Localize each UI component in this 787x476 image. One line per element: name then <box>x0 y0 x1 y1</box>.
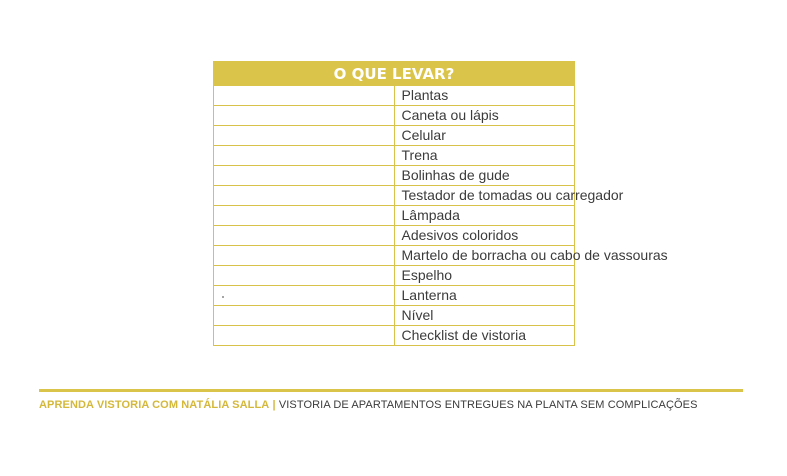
checklist-item-label: Nível <box>394 306 575 326</box>
checklist-item-label: Lanterna <box>394 286 575 306</box>
checklist-row <box>214 186 575 206</box>
checklist-item-label: Testador de tomadas ou carregador <box>394 186 575 206</box>
checkbox-cell[interactable] <box>214 126 395 146</box>
checkbox-cell[interactable] <box>214 286 395 306</box>
checklist-item-label: Lâmpada <box>394 206 575 226</box>
checklist-item-label: Bolinhas de gude <box>394 166 575 186</box>
checklist-row <box>214 86 575 106</box>
checklist-row <box>214 306 575 326</box>
checklist-row <box>214 286 575 306</box>
checklist-row <box>214 326 575 346</box>
checklist-title: O QUE LEVAR? <box>214 62 575 86</box>
checkbox-cell[interactable] <box>214 246 395 266</box>
footer-brand: APRENDA VISTORIA COM NATÁLIA SALLA <box>39 399 270 411</box>
footer-divider <box>39 389 743 392</box>
checklist-item-label: Espelho <box>394 266 575 286</box>
checklist-item-label: Celular <box>394 126 575 146</box>
checklist-row <box>214 146 575 166</box>
checklist-row <box>214 126 575 146</box>
checklist-row <box>214 226 575 246</box>
checklist-item-label: Adesivos coloridos <box>394 226 575 246</box>
checkbox-cell[interactable] <box>214 186 395 206</box>
checkbox-cell[interactable] <box>214 306 395 326</box>
checklist-row <box>214 266 575 286</box>
checkbox-cell[interactable] <box>214 206 395 226</box>
checklist-table <box>213 61 668 346</box>
checklist-row <box>214 106 575 126</box>
footer-tagline: VISTORIA DE APARTAMENTOS ENTREGUES NA PLANTA SEM COMPLICAÇÕES <box>278 399 698 411</box>
checklist-item-label: Caneta ou lápis <box>394 106 575 126</box>
footer <box>39 399 698 411</box>
checkbox-cell[interactable] <box>214 106 395 126</box>
checkbox-cell[interactable] <box>214 226 395 246</box>
dot-mark <box>222 296 224 298</box>
checklist-row <box>214 166 575 186</box>
checklist-item-label: Trena <box>394 146 575 166</box>
checkbox-cell[interactable] <box>214 86 395 106</box>
checklist-item-label: Checklist de vistoria <box>394 326 575 346</box>
checklist-item-label: Martelo de borracha ou cabo de vassouras <box>394 246 575 266</box>
checklist-row <box>214 246 575 266</box>
checkbox-cell[interactable] <box>214 326 395 346</box>
checklist-item-label: Plantas <box>394 86 575 106</box>
footer-separator: | <box>272 399 276 411</box>
checkbox-cell[interactable] <box>214 146 395 166</box>
checkbox-cell[interactable] <box>214 166 395 186</box>
checkbox-cell[interactable] <box>214 266 395 286</box>
checklist-row <box>214 206 575 226</box>
